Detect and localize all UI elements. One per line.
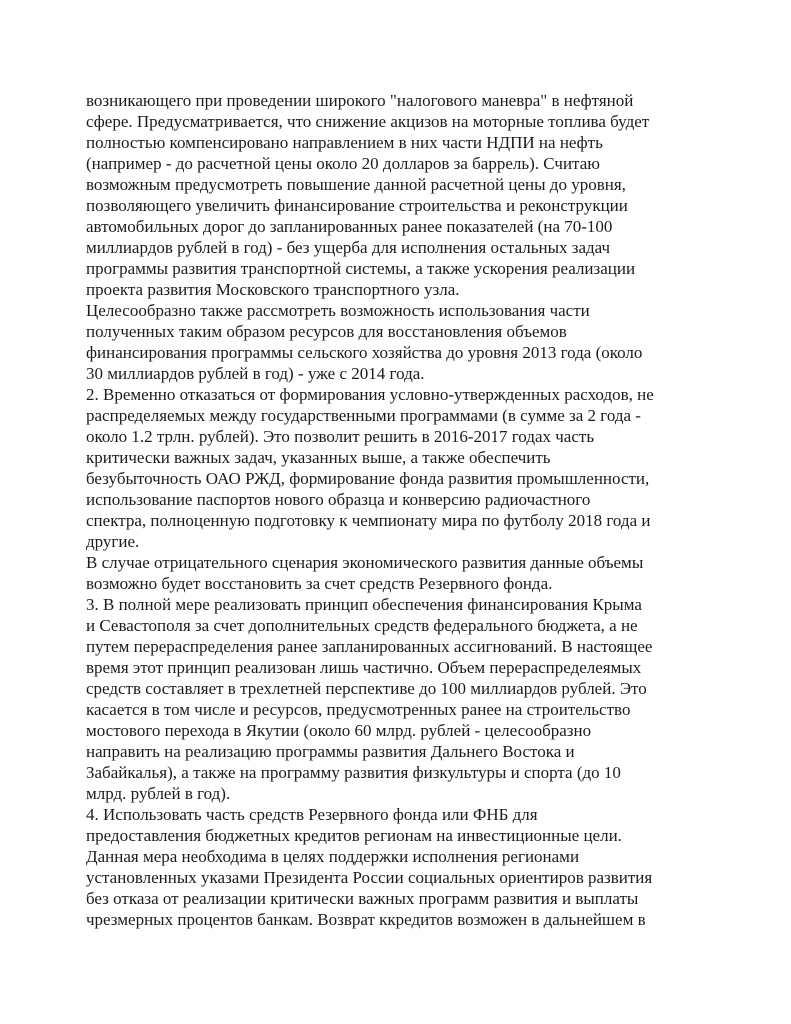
- text-line: Данная мера необходима в целях поддержки исполнения регионами: [86, 847, 580, 866]
- document-text: [86, 90, 746, 930]
- text-line: млрд. рублей в год).: [86, 784, 231, 803]
- text-line: безубыточность ОАО РЖД, формирование фонда развития промышленности,: [86, 469, 650, 488]
- text-line: направить на реализацию программы развития Дальнего Востока и: [86, 742, 575, 761]
- text-line: сфере. Предусматривается, что снижение акцизов на моторные топлива будет: [86, 112, 650, 131]
- text-line: Забайкалья), а также на программу развития физкультуры и спорта (до 10: [86, 763, 621, 782]
- text-line: В случае отрицательного сценария экономического развития данные объемы: [86, 553, 644, 572]
- text-line: миллиардов рублей в год) - без ущерба для исполнения остальных задач: [86, 238, 611, 257]
- text-line: полностью компенсировано направлением в них части НДПИ на нефть: [86, 133, 603, 152]
- text-line: время этот принцип реализован лишь частично. Объем перераспределеямых: [86, 658, 642, 677]
- text-line: другие.: [86, 532, 140, 551]
- text-line: 3. В полной мере реализовать принцип обеспечения финансирования Крыма: [86, 595, 642, 614]
- text-line: спектра, полноценную подготовку к чемпионату мира по футболу 2018 года и: [86, 511, 651, 530]
- text-line: 30 миллиардов рублей в год) - уже с 2014 года.: [86, 364, 425, 383]
- text-line: касается в том числе и ресурсов, предусмотренных ранее на строительство: [86, 700, 631, 719]
- text-line: 4. Использовать часть средств Резервного фонда или ФНБ для: [86, 805, 538, 824]
- text-line: Целесообразно также рассмотреть возможность использования части: [86, 301, 590, 320]
- text-line: полученных таким образом ресурсов для восстановления объемов: [86, 322, 567, 341]
- text-line: и Севастополя за счет дополнительных средств федерального бюджета, а не: [86, 616, 638, 635]
- text-line: установленных указами Президента России социальных ориентиров развития: [86, 868, 653, 887]
- text-line: распределяемых между государственными программами (в сумме за 2 года -: [86, 406, 641, 425]
- text-line: предоставления бюджетных кредитов регионам на инвестиционные цели.: [86, 826, 622, 845]
- text-line: критически важных задач, указанных выше, а также обеспечить: [86, 448, 551, 467]
- text-line: финансирования программы сельского хозяйства до уровня 2013 года (около: [86, 343, 643, 362]
- text-line: программы развития транспортной системы, а также ускорения реализации: [86, 259, 636, 278]
- text-line: возможно будет восстановить за счет средств Резервного фонда.: [86, 574, 553, 593]
- text-line: проекта развития Московского транспортного узла.: [86, 280, 460, 299]
- text-line: около 1.2 трлн. рублей). Это позволит решить в 2016-2017 годах часть: [86, 427, 595, 446]
- text-line: средств составляет в трехлетней перспективе до 100 миллиардов рублей. Это: [86, 679, 647, 698]
- text-line: путем перераспределения ранее запланированных ассигнований. В настоящее: [86, 637, 653, 656]
- text-line: возникающего при проведении широкого "налогового маневра" в нефтяной: [86, 91, 634, 110]
- text-line: чрезмерных процентов банкам. Возврат ккредитов возможен в дальнейшем в: [86, 910, 646, 929]
- text-line: использование паспортов нового образца и конверсию радиочастного: [86, 490, 591, 509]
- text-line: автомобильных дорог до запланированных ранее показателей (на 70-100: [86, 217, 613, 236]
- text-line: 2. Временно отказаться от формирования условно-утвержденных расходов, не: [86, 385, 654, 404]
- text-line: позволяющего увеличить финансирование строительства и реконструкции: [86, 196, 628, 215]
- text-line: мостового перехода в Якутии (около 60 млрд. рублей - целесообразно: [86, 721, 592, 740]
- text-line: (например - до расчетной цены около 20 долларов за баррель). Считаю: [86, 154, 600, 173]
- text-line: без отказа от реализации критически важных программ развития и выплаты: [86, 889, 639, 908]
- text-line: возможным предусмотреть повышение данной расчетной цены до уровня,: [86, 175, 626, 194]
